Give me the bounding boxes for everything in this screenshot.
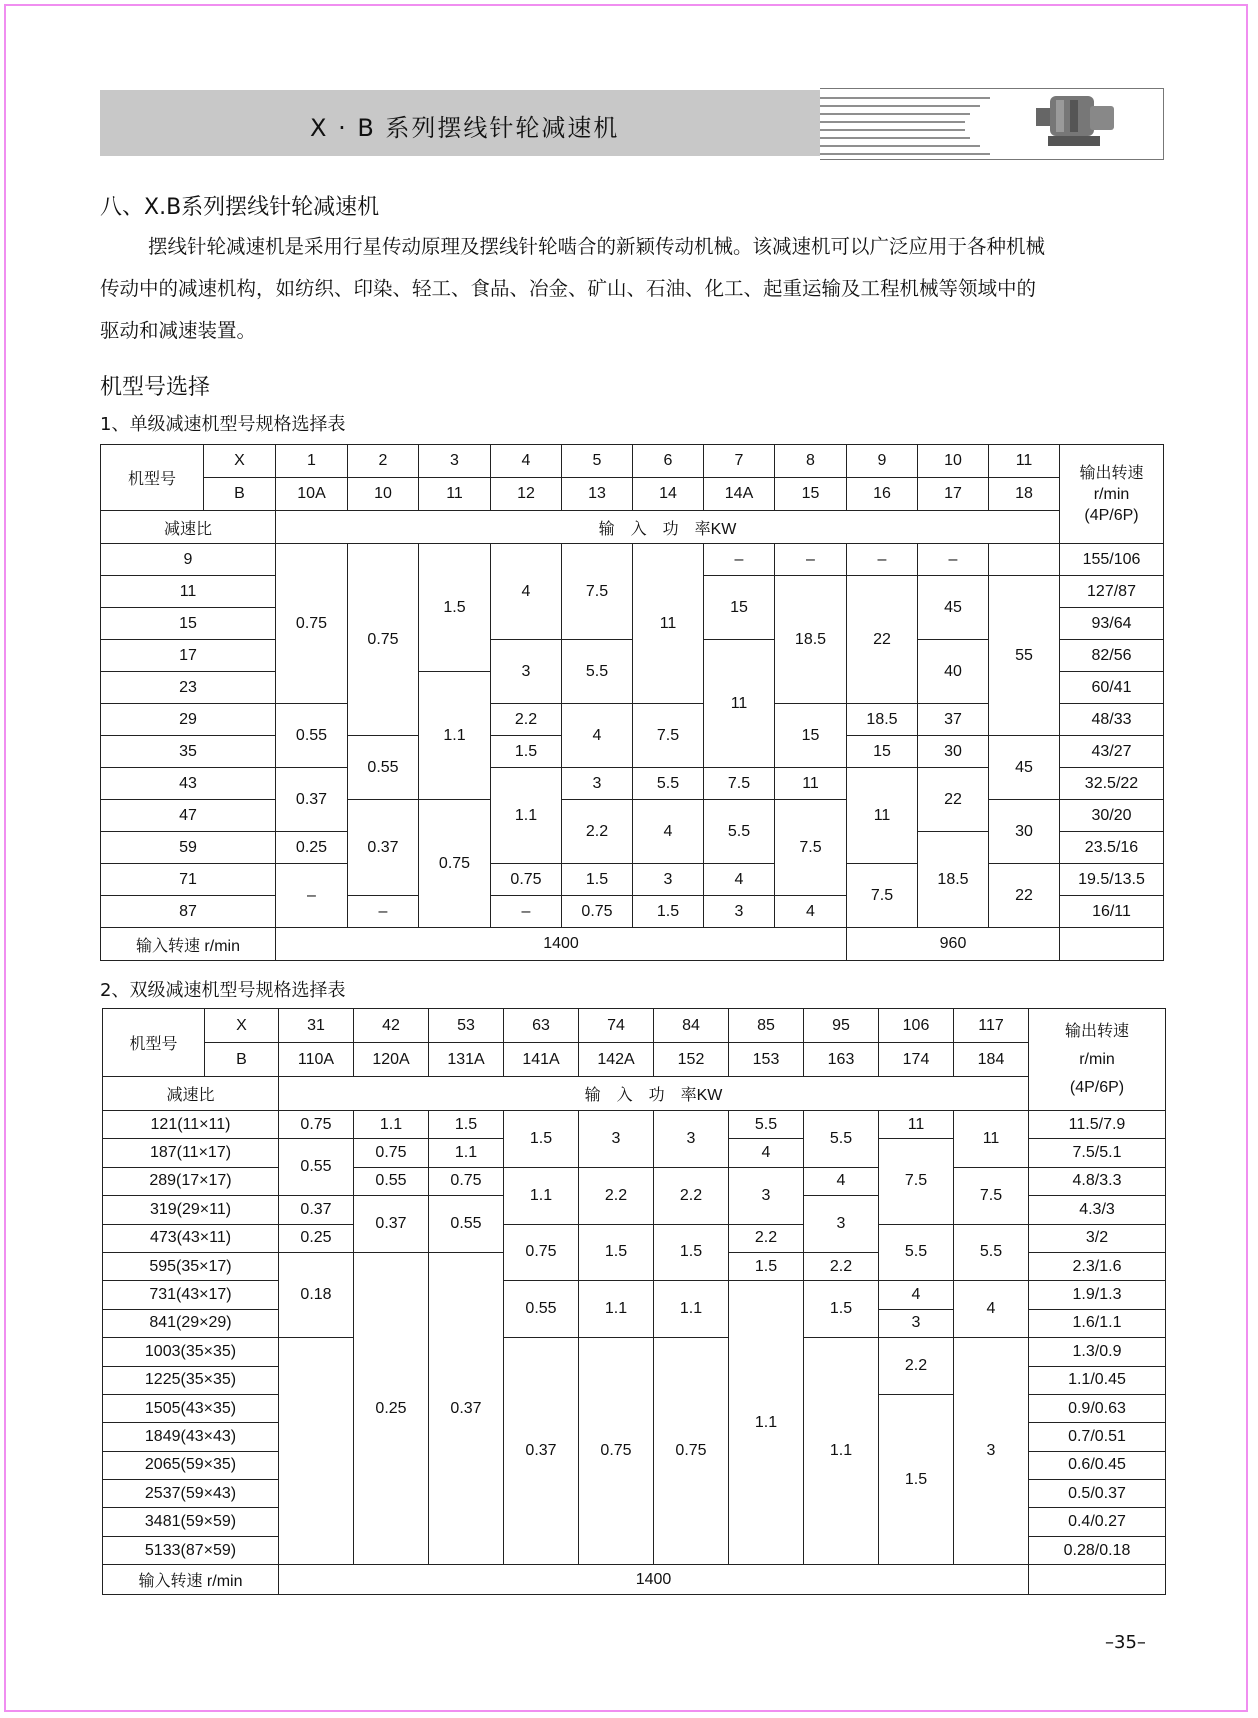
ratio: 2065(59×35) <box>103 1451 279 1479</box>
power-cell: 0.55 <box>348 736 419 800</box>
output-speed-poles: (4P/6P) <box>1069 1078 1125 1096</box>
output-speed: 3/2 <box>1029 1224 1166 1252</box>
power-cell: 1.1 <box>354 1111 429 1139</box>
power-cell: 4 <box>562 704 633 768</box>
power-cell: 3 <box>633 864 704 896</box>
power-cell: 0.37 <box>276 768 348 832</box>
model-x: 85 <box>729 1009 804 1043</box>
power-cell: 0.25 <box>279 1224 354 1252</box>
power-cell: 30 <box>989 800 1060 864</box>
power-cell: 5.5 <box>562 640 633 704</box>
power-cell: 5.5 <box>704 800 775 864</box>
power-cell: 1.5 <box>429 1111 504 1139</box>
model-b: 141A <box>504 1043 579 1077</box>
output-speed-header <box>1029 1009 1166 1111</box>
power-cell: 11 <box>879 1111 954 1139</box>
power-cell: 2.2 <box>491 704 562 736</box>
model-b: 16 <box>847 478 918 511</box>
power-cell: 11 <box>704 640 775 768</box>
power-cell: 1.5 <box>579 1224 654 1281</box>
x-label: X <box>205 1009 279 1043</box>
output-speed: 43/27 <box>1060 736 1164 768</box>
power-cell: 0.55 <box>504 1281 579 1338</box>
power-cell: 1.1 <box>654 1281 729 1338</box>
power-cell: 18.5 <box>918 832 989 928</box>
model-x: 95 <box>804 1009 879 1043</box>
output-speed: 1.6/1.1 <box>1029 1309 1166 1337</box>
model-b: 18 <box>989 478 1060 511</box>
power-cell: 0.75 <box>348 544 419 736</box>
empty-cell <box>1060 928 1164 961</box>
power-cell: 4 <box>954 1281 1029 1338</box>
model-b: 10 <box>348 478 419 511</box>
output-speed-unit: r/min <box>1079 1050 1115 1068</box>
output-speed: 48/33 <box>1060 704 1164 736</box>
ratio: 1505(43×35) <box>103 1394 279 1422</box>
model-b: 163 <box>804 1043 879 1077</box>
power-cell: 7.5 <box>879 1139 954 1224</box>
model-b: 10A <box>276 478 348 511</box>
power-cell: 18.5 <box>775 576 847 704</box>
ratio: 289(17×17) <box>103 1167 279 1195</box>
output-speed: 2.3/1.6 <box>1029 1252 1166 1280</box>
model-label: 机型号 <box>103 1009 205 1077</box>
power-cell: – <box>847 544 918 576</box>
power-cell: 1.5 <box>654 1224 729 1281</box>
power-cell: 1.1 <box>729 1281 804 1565</box>
power-cell: 0.55 <box>429 1196 504 1253</box>
power-cell: 7.5 <box>775 800 847 896</box>
power-cell: 4 <box>879 1281 954 1309</box>
model-b: 184 <box>954 1043 1029 1077</box>
ratio: 1225(35×35) <box>103 1366 279 1394</box>
power-cell <box>279 1338 354 1565</box>
power-cell: 4 <box>775 896 847 928</box>
power-cell: 5.5 <box>729 1111 804 1139</box>
power-cell: 55 <box>989 576 1060 736</box>
power-cell: 0.75 <box>276 544 348 704</box>
output-speed: 1.1/0.45 <box>1029 1366 1166 1394</box>
output-speed: 1.9/1.3 <box>1029 1281 1166 1309</box>
model-x: 1 <box>276 445 348 478</box>
power-cell: 3 <box>954 1338 1029 1565</box>
model-b: 17 <box>918 478 989 511</box>
model-b: 120A <box>354 1043 429 1077</box>
output-speed-label: 输出转速 <box>1079 464 1144 482</box>
power-cell: 45 <box>918 576 989 640</box>
input-speed-label: 输入转速 r/min <box>101 928 276 961</box>
power-cell: 18.5 <box>847 704 918 736</box>
model-x: 42 <box>354 1009 429 1043</box>
power-cell: 2.2 <box>562 800 633 864</box>
model-x: 117 <box>954 1009 1029 1043</box>
power-cell: 2.2 <box>879 1338 954 1395</box>
ratio: 3481(59×59) <box>103 1508 279 1536</box>
ratio: 87 <box>101 896 276 928</box>
output-speed: 32.5/22 <box>1060 768 1164 800</box>
power-cell: 0.75 <box>491 864 562 896</box>
power-cell: – <box>348 896 419 928</box>
model-x: 11 <box>989 445 1060 478</box>
output-speed: 7.5/5.1 <box>1029 1139 1166 1167</box>
model-b: 174 <box>879 1043 954 1077</box>
power-label: 输 入 功 率KW <box>279 1077 1029 1111</box>
model-b: 153 <box>729 1043 804 1077</box>
power-cell: 0.55 <box>354 1167 429 1195</box>
power-cell: – <box>918 544 989 576</box>
ratio: 1849(43×43) <box>103 1423 279 1451</box>
power-cell: 0.55 <box>279 1139 354 1196</box>
power-cell: 22 <box>918 768 989 832</box>
model-label: 机型号 <box>101 445 204 511</box>
gear-reducer-icon <box>1030 86 1122 158</box>
power-cell: 0.75 <box>504 1224 579 1281</box>
ratio: 473(43×11) <box>103 1224 279 1252</box>
power-cell: 5.5 <box>879 1224 954 1281</box>
output-speed: 4.3/3 <box>1029 1196 1166 1224</box>
power-cell: – <box>491 896 562 928</box>
power-cell: 7.5 <box>633 704 704 768</box>
power-cell: 3 <box>654 1111 729 1168</box>
single-stage-table <box>100 444 1164 961</box>
input-speed-label: 输入转速 r/min <box>103 1565 279 1595</box>
power-cell: 37 <box>918 704 989 736</box>
power-cell: 1.5 <box>879 1394 954 1564</box>
model-x: 3 <box>419 445 491 478</box>
power-cell: 1.5 <box>504 1111 579 1168</box>
model-selection-heading: 机型号选择 <box>100 375 211 400</box>
ratio: 1003(35×35) <box>103 1338 279 1366</box>
model-x: 8 <box>775 445 847 478</box>
power-cell <box>989 544 1060 576</box>
model-x: 106 <box>879 1009 954 1043</box>
power-cell: 1.5 <box>491 736 562 768</box>
power-cell: 11 <box>847 768 918 864</box>
output-speed: 0.5/0.37 <box>1029 1480 1166 1508</box>
model-x: 6 <box>633 445 704 478</box>
model-x: 2 <box>348 445 419 478</box>
output-speed: 19.5/13.5 <box>1060 864 1164 896</box>
power-cell: 15 <box>704 576 775 640</box>
output-speed-label: 输出转速 <box>1064 1022 1129 1040</box>
output-speed-header <box>1060 445 1164 544</box>
power-label: 输 入 功 率KW <box>276 511 1060 544</box>
model-x: 5 <box>562 445 633 478</box>
output-speed: 0.9/0.63 <box>1029 1394 1166 1422</box>
power-cell: 11 <box>633 544 704 704</box>
output-speed: 60/41 <box>1060 672 1164 704</box>
power-cell: 0.75 <box>419 800 491 928</box>
input-speed-6p: 960 <box>847 928 1060 961</box>
model-x: 31 <box>279 1009 354 1043</box>
model-b: 131A <box>429 1043 504 1077</box>
power-cell: 30 <box>918 736 989 768</box>
model-x: 4 <box>491 445 562 478</box>
power-cell: 0.75 <box>429 1167 504 1195</box>
ratio: 17 <box>101 640 276 672</box>
power-cell: 0.55 <box>276 704 348 768</box>
power-cell: 5.5 <box>804 1111 879 1168</box>
power-cell: 1.1 <box>419 672 491 800</box>
section-heading: 八、X.B系列摆线针轮减速机 <box>100 195 380 220</box>
ratio: 319(29×11) <box>103 1196 279 1224</box>
page-number: –35– <box>1105 1632 1146 1653</box>
power-cell: 1.5 <box>562 864 633 896</box>
output-speed: 93/64 <box>1060 608 1164 640</box>
table1-caption: 1、单级减速机型号规格选择表 <box>100 414 346 435</box>
power-cell: 4 <box>729 1139 804 1167</box>
power-cell: 1.1 <box>579 1281 654 1338</box>
power-cell: 3 <box>804 1196 879 1253</box>
power-cell: 11 <box>954 1111 1029 1168</box>
power-cell: – <box>276 864 348 928</box>
power-cell: 4 <box>804 1167 879 1195</box>
power-cell: 1.1 <box>804 1338 879 1565</box>
model-x: 74 <box>579 1009 654 1043</box>
power-cell: 5.5 <box>954 1224 1029 1281</box>
power-cell: 5.5 <box>633 768 704 800</box>
power-cell: – <box>704 544 775 576</box>
power-cell: 0.37 <box>348 800 419 896</box>
ratio: 9 <box>101 544 276 576</box>
power-cell: 40 <box>918 640 989 704</box>
output-speed: 0.28/0.18 <box>1029 1536 1166 1564</box>
paragraph-line: 传动中的减速机构，如纺织、印染、轻工、食品、冶金、矿山、石油、化工、起重运输及工程机械等领域中的 <box>100 277 1037 300</box>
power-cell: 15 <box>775 704 847 768</box>
power-cell: 3 <box>491 640 562 704</box>
power-cell: 11 <box>775 768 847 800</box>
output-speed: 155/106 <box>1060 544 1164 576</box>
ratio: 43 <box>101 768 276 800</box>
power-cell: – <box>775 544 847 576</box>
model-b: 14 <box>633 478 704 511</box>
ratio: 29 <box>101 704 276 736</box>
output-speed: 0.4/0.27 <box>1029 1508 1166 1536</box>
ratio: 11 <box>101 576 276 608</box>
b-label: B <box>204 478 276 511</box>
model-x: 84 <box>654 1009 729 1043</box>
power-cell: 2.2 <box>654 1167 729 1224</box>
power-cell: 0.37 <box>429 1252 504 1564</box>
power-cell: 0.25 <box>276 832 348 864</box>
output-speed: 30/20 <box>1060 800 1164 832</box>
power-cell: 4 <box>633 800 704 864</box>
power-cell: 3 <box>729 1167 804 1224</box>
model-b: 142A <box>579 1043 654 1077</box>
power-cell: 3 <box>579 1111 654 1168</box>
power-cell: 0.75 <box>279 1111 354 1139</box>
input-speed-4p: 1400 <box>276 928 847 961</box>
power-cell: 0.18 <box>279 1252 354 1337</box>
power-cell: 3 <box>562 768 633 800</box>
ratio: 5133(87×59) <box>103 1536 279 1564</box>
output-speed: 16/11 <box>1060 896 1164 928</box>
power-cell: 2.2 <box>804 1252 879 1280</box>
power-cell: 0.75 <box>562 896 633 928</box>
power-cell: 0.37 <box>504 1338 579 1565</box>
power-cell: 4 <box>491 544 562 640</box>
ratio: 59 <box>101 832 276 864</box>
empty-cell <box>1029 1565 1166 1595</box>
ratio-label: 减速比 <box>103 1077 279 1111</box>
output-speed-poles: (4P/6P) <box>1084 506 1139 524</box>
power-cell: 1.5 <box>633 896 704 928</box>
output-speed: 0.7/0.51 <box>1029 1423 1166 1451</box>
power-cell: 1.5 <box>729 1252 804 1280</box>
model-b: 110A <box>279 1043 354 1077</box>
output-speed-unit: r/min <box>1093 485 1130 503</box>
b-label: B <box>205 1043 279 1077</box>
ratio: 841(29×29) <box>103 1309 279 1337</box>
power-cell: 4 <box>704 864 775 896</box>
ratio: 731(43×17) <box>103 1281 279 1309</box>
output-speed: 82/56 <box>1060 640 1164 672</box>
model-b: 12 <box>491 478 562 511</box>
table2-caption: 2、双级减速机型号规格选择表 <box>100 980 346 1001</box>
power-cell: 7.5 <box>704 768 775 800</box>
ratio: 47 <box>101 800 276 832</box>
ratio: 71 <box>101 864 276 896</box>
ratio-label: 减速比 <box>101 511 276 544</box>
model-x: 9 <box>847 445 918 478</box>
power-cell: 0.37 <box>354 1196 429 1253</box>
output-speed: 23.5/16 <box>1060 832 1164 864</box>
model-b: 11 <box>419 478 491 511</box>
output-speed: 1.3/0.9 <box>1029 1338 1166 1366</box>
ratio: 2537(59×43) <box>103 1480 279 1508</box>
power-cell: 2.2 <box>579 1167 654 1224</box>
power-cell: 22 <box>847 576 918 704</box>
power-cell: 3 <box>879 1309 954 1337</box>
power-cell: 45 <box>989 736 1060 800</box>
power-cell: 7.5 <box>954 1167 1029 1224</box>
power-cell: 2.2 <box>729 1224 804 1252</box>
power-cell: 7.5 <box>562 544 633 640</box>
model-x: 10 <box>918 445 989 478</box>
power-cell: 7.5 <box>847 864 918 928</box>
ratio: 187(11×17) <box>103 1139 279 1167</box>
model-b: 14A <box>704 478 775 511</box>
output-speed: 4.8/3.3 <box>1029 1167 1166 1195</box>
paragraph-line: 摆线针轮减速机是采用行星传动原理及摆线针轮啮合的新颖传动机械。该减速机可以广泛应用于各种机械 <box>148 235 1046 258</box>
power-cell: 1.1 <box>429 1139 504 1167</box>
paragraph-line: 驱动和减速装置。 <box>100 319 257 342</box>
power-cell: 3 <box>704 896 775 928</box>
model-x: 53 <box>429 1009 504 1043</box>
ratio: 23 <box>101 672 276 704</box>
double-stage-table <box>102 1008 1166 1595</box>
power-cell: 0.25 <box>354 1252 429 1564</box>
power-cell: 22 <box>989 864 1060 928</box>
model-x: 7 <box>704 445 775 478</box>
ratio: 121(11×11) <box>103 1111 279 1139</box>
power-cell: 0.37 <box>279 1196 354 1224</box>
power-cell: 15 <box>847 736 918 768</box>
ratio: 35 <box>101 736 276 768</box>
model-b: 15 <box>775 478 847 511</box>
intro-paragraph <box>100 226 1162 352</box>
power-cell: 0.75 <box>654 1338 729 1565</box>
model-x: 63 <box>504 1009 579 1043</box>
power-cell: 1.5 <box>419 544 491 672</box>
power-cell: 0.75 <box>579 1338 654 1565</box>
page-title: X · B 系列摆线针轮减速机 <box>310 114 620 142</box>
output-speed: 11.5/7.9 <box>1029 1111 1166 1139</box>
ratio: 595(35×17) <box>103 1252 279 1280</box>
x-label: X <box>204 445 276 478</box>
ratio: 15 <box>101 608 276 640</box>
output-speed: 0.6/0.45 <box>1029 1451 1166 1479</box>
model-b: 152 <box>654 1043 729 1077</box>
power-cell: 1.5 <box>804 1281 879 1338</box>
power-cell: 1.1 <box>491 768 562 864</box>
output-speed: 127/87 <box>1060 576 1164 608</box>
model-b: 13 <box>562 478 633 511</box>
power-cell: 1.1 <box>504 1167 579 1224</box>
power-cell: 0.75 <box>354 1139 429 1167</box>
input-speed-4p: 1400 <box>279 1565 1029 1595</box>
